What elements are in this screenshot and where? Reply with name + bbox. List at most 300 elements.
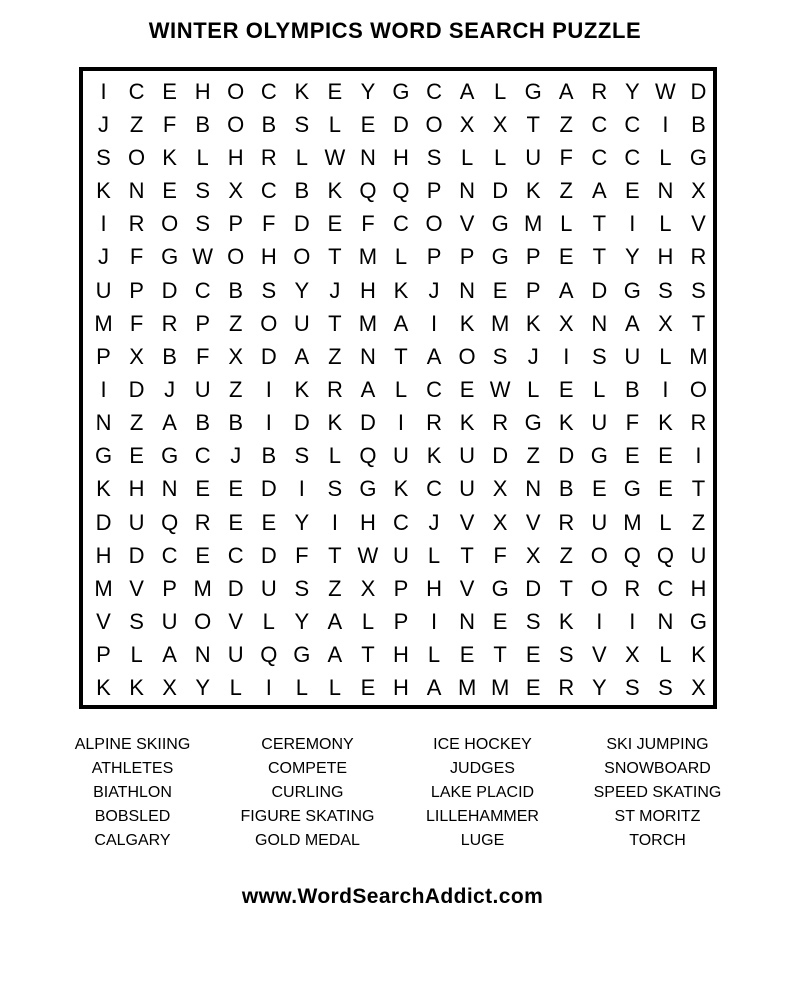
grid-cell: O <box>689 376 708 402</box>
grid-cell: K <box>327 410 343 436</box>
grid-cell: K <box>558 410 574 436</box>
grid-cell: Z <box>559 542 573 568</box>
grid-cell: A <box>558 78 574 104</box>
grid-cell: K <box>525 310 541 336</box>
grid-cell: Y <box>294 277 310 303</box>
grid-cell: O <box>458 343 476 369</box>
grid-cell: R <box>624 575 641 601</box>
grid-cell: Z <box>229 376 243 402</box>
grid-cell: V <box>459 211 475 237</box>
grid-cell: O <box>227 78 245 104</box>
grid-cell: D <box>260 343 277 369</box>
grid-cell: L <box>328 111 341 137</box>
grid-cell: E <box>195 476 211 502</box>
grid-cell: L <box>659 211 672 237</box>
grid-cell: X <box>691 178 706 204</box>
grid-cell: J <box>230 443 242 469</box>
grid-cell: E <box>162 78 177 104</box>
grid-cell: T <box>691 476 706 502</box>
grid-cell: J <box>428 509 440 535</box>
grid-cell: W <box>357 542 379 568</box>
grid-cell: E <box>525 675 541 701</box>
word-list-item: LAKE PLACID <box>430 784 535 801</box>
grid-cell: L <box>361 609 375 635</box>
grid-cell: F <box>295 542 309 568</box>
grid-cell: C <box>591 144 608 170</box>
grid-cell: L <box>394 244 408 270</box>
grid-cell: U <box>128 509 145 535</box>
grid-cell: H <box>426 575 442 601</box>
grid-cell: Q <box>260 642 278 668</box>
grid-cell: E <box>492 609 508 635</box>
grid-cell: U <box>393 443 409 469</box>
grid-cell: C <box>194 443 211 469</box>
grid-cell: V <box>691 211 706 237</box>
grid-cell: X <box>525 542 541 568</box>
grid-cell: L <box>494 78 507 104</box>
grid-cell: O <box>128 144 146 170</box>
grid-cell: S <box>195 211 211 237</box>
grid-cell: J <box>98 111 110 137</box>
grid-cell: M <box>193 575 212 601</box>
grid-cell: M <box>94 310 113 336</box>
grid-cell: S <box>129 609 144 635</box>
grid-cell: V <box>228 609 244 635</box>
grid-cell: S <box>96 144 111 170</box>
grid-cell: D <box>359 410 376 436</box>
grid-cell: A <box>162 410 177 436</box>
grid-cell: L <box>427 642 441 668</box>
grid-cell: P <box>393 609 409 635</box>
word-list-item: SPEED SKATING <box>593 784 722 801</box>
word-list <box>45 733 745 853</box>
grid-cell: D <box>393 111 409 137</box>
word-list-column <box>45 733 220 853</box>
word-list-item: SKI JUMPING <box>606 736 709 753</box>
word-list-item: BOBSLED <box>94 808 171 825</box>
grid-cell: P <box>195 310 211 336</box>
grid-cell: R <box>326 376 343 402</box>
grid-cell: X <box>492 476 508 502</box>
grid-cell: S <box>658 277 673 303</box>
grid-cell: K <box>327 178 343 204</box>
grid-cell: Y <box>195 675 211 701</box>
grid-cell: B <box>228 277 244 303</box>
grid-cell: D <box>492 178 509 204</box>
grid-cell: P <box>393 575 409 601</box>
grid-cell: L <box>659 343 672 369</box>
grid-cell: I <box>397 410 405 436</box>
grid-cell: W <box>489 376 511 402</box>
grid-cell: C <box>426 476 442 502</box>
grid-cell: C <box>393 509 409 535</box>
grid-cell: A <box>591 178 607 204</box>
grid-cell: D <box>128 376 145 402</box>
grid-cell: U <box>624 343 641 369</box>
grid-cell: G <box>161 244 179 270</box>
word-list-item: GOLD MEDAL <box>255 832 360 849</box>
grid-cell: O <box>194 609 212 635</box>
grid-cell: C <box>128 78 145 104</box>
grid-cell: I <box>100 376 107 402</box>
grid-cell: G <box>623 277 641 303</box>
grid-cell: J <box>428 277 440 303</box>
puzzle-title: WINTER OLYMPICS WORD SEARCH PUZZLE <box>148 18 642 43</box>
grid-cell: E <box>658 443 673 469</box>
grid-cell: Y <box>625 244 640 270</box>
grid-cell: G <box>689 144 708 170</box>
grid-cell: R <box>161 310 178 336</box>
grid-cell: E <box>658 476 673 502</box>
grid-cell: U <box>690 542 707 568</box>
grid-cell: L <box>262 609 275 635</box>
grid-cell: P <box>96 642 111 668</box>
grid-cell: U <box>459 443 476 469</box>
grid-cell: X <box>492 111 508 137</box>
grid-cell: G <box>491 211 509 237</box>
grid-cell: H <box>393 642 409 668</box>
grid-cell: D <box>128 542 145 568</box>
grid-cell: E <box>625 178 640 204</box>
grid-cell: T <box>460 542 474 568</box>
grid-cell: Y <box>294 609 310 635</box>
grid-cell: K <box>294 376 310 402</box>
grid-cell: P <box>426 244 442 270</box>
grid-cell: P <box>459 244 475 270</box>
grid-cell: O <box>590 575 608 601</box>
grid-cell: S <box>591 343 607 369</box>
grid-cell: Z <box>328 343 342 369</box>
grid-cell: V <box>525 509 541 535</box>
grid-cell: I <box>662 376 669 402</box>
grid-cell: D <box>690 78 707 104</box>
grid-cell: E <box>459 376 475 402</box>
grid-cell: N <box>525 476 542 502</box>
grid-cell: O <box>590 542 608 568</box>
grid-cell: Q <box>161 509 179 535</box>
grid-cell: X <box>162 675 177 701</box>
grid-cell: I <box>662 111 669 137</box>
grid-cell: K <box>96 675 111 701</box>
grid-cell: A <box>162 642 177 668</box>
grid-cell: I <box>629 211 636 237</box>
grid-cell: V <box>459 575 475 601</box>
grid-cell: S <box>294 443 310 469</box>
grid-cell: K <box>658 410 673 436</box>
grid-cell: C <box>624 111 641 137</box>
grid-cell: H <box>690 575 707 601</box>
grid-cell: M <box>457 675 477 701</box>
grid-cell: E <box>327 211 343 237</box>
grid-cell: T <box>328 244 342 270</box>
grid-cell: U <box>293 310 310 336</box>
grid-cell: S <box>691 277 706 303</box>
grid-cell: E <box>162 178 177 204</box>
grid-cell: F <box>195 343 210 369</box>
grid-cell: E <box>558 244 574 270</box>
grid-cell: S <box>195 178 211 204</box>
grid-cell: K <box>96 476 111 502</box>
grid-cell: O <box>161 211 179 237</box>
grid-cell: E <box>261 509 277 535</box>
grid-cell: V <box>129 575 144 601</box>
grid-cell: E <box>195 542 211 568</box>
grid-cell: Q <box>656 542 674 568</box>
grid-cell: O <box>227 244 245 270</box>
grid-cell: R <box>591 78 608 104</box>
grid-cell: S <box>294 111 310 137</box>
grid-cell: X <box>360 575 376 601</box>
grid-cell: H <box>260 244 277 270</box>
grid-cell: D <box>260 476 277 502</box>
grid-cell: F <box>361 211 375 237</box>
grid-cell: G <box>524 410 542 436</box>
grid-cell: L <box>659 144 672 170</box>
word-list-item: ATHLETES <box>91 760 174 777</box>
grid-cell: X <box>625 642 640 668</box>
grid-cell: R <box>558 675 575 701</box>
grid-cell: A <box>294 343 310 369</box>
grid-cell: A <box>393 310 409 336</box>
grid-cell: N <box>591 310 608 336</box>
grid-cell: M <box>358 310 378 336</box>
grid-cell: H <box>657 244 674 270</box>
grid-cell: Q <box>623 542 641 568</box>
grid-cell: S <box>426 144 442 170</box>
grid-cell: X <box>228 178 244 204</box>
grid-cell: K <box>525 178 541 204</box>
grid-cell: H <box>359 509 376 535</box>
grid-cell: F <box>129 244 144 270</box>
grid-cell: U <box>194 376 211 402</box>
grid-cell: B <box>195 410 211 436</box>
grid-cell: F <box>559 144 573 170</box>
grid-cell: H <box>95 542 112 568</box>
grid-cell: I <box>100 78 107 104</box>
footer-url: www.WordSearchAddict.com <box>241 885 544 908</box>
grid-cell: M <box>358 244 378 270</box>
grid-cell: P <box>129 277 144 303</box>
word-list-item: LILLEHAMMER <box>426 808 539 825</box>
grid-cell: R <box>426 410 442 436</box>
grid-cell: N <box>359 144 376 170</box>
grid-cell: E <box>360 675 376 701</box>
grid-cell: W <box>324 144 346 170</box>
grid-cell: F <box>129 310 144 336</box>
grid-cell: Q <box>359 443 377 469</box>
grid-cell: Z <box>129 410 144 436</box>
grid-cell: R <box>194 509 211 535</box>
grid-cell: K <box>162 144 177 170</box>
grid-cell: S <box>558 642 574 668</box>
grid-cell: N <box>459 277 476 303</box>
grid-cell: Y <box>294 509 310 535</box>
grid-cell: P <box>228 211 244 237</box>
grid-cell: A <box>426 675 442 701</box>
grid-cell: E <box>327 78 343 104</box>
grid-cell: N <box>459 609 476 635</box>
grid-cell: Q <box>392 178 410 204</box>
grid-cell: K <box>129 675 144 701</box>
grid-cell: T <box>361 642 375 668</box>
grid-cell: G <box>293 642 311 668</box>
grid-cell: Y <box>360 78 376 104</box>
grid-cell: R <box>260 144 277 170</box>
grid-cell: N <box>95 410 112 436</box>
grid-cell: X <box>459 111 475 137</box>
grid-cell: F <box>162 111 177 137</box>
grid-cell: U <box>525 144 542 170</box>
grid-cell: S <box>625 675 640 701</box>
grid-cell: G <box>94 443 113 469</box>
grid-cell: E <box>558 376 574 402</box>
word-list-item: TORCH <box>629 832 686 849</box>
grid-cell: M <box>490 675 510 701</box>
grid-cell: L <box>196 144 209 170</box>
word-list-item: ST MORITZ <box>614 808 701 825</box>
grid-cell: E <box>525 642 541 668</box>
grid-cell: K <box>96 178 111 204</box>
grid-cell: A <box>558 277 574 303</box>
grid-cell: E <box>492 277 508 303</box>
grid-cell: I <box>596 609 603 635</box>
grid-cell: B <box>261 111 277 137</box>
grid-cell: A <box>327 642 343 668</box>
grid-cell: E <box>228 476 244 502</box>
grid-cell: G <box>359 476 377 502</box>
grid-cell: M <box>94 575 113 601</box>
grid-cell: L <box>527 376 540 402</box>
grid-cell: P <box>525 277 541 303</box>
grid-cell: S <box>294 575 310 601</box>
grid-cell: B <box>625 376 640 402</box>
grid-cell: Z <box>559 178 573 204</box>
grid-cell: B <box>294 178 310 204</box>
grid-cell: I <box>331 509 338 535</box>
grid-cell: V <box>96 609 111 635</box>
grid-cell: B <box>691 111 706 137</box>
word-list-item: CEREMONY <box>261 736 354 753</box>
grid-cell: I <box>695 443 702 469</box>
grid-cell: W <box>655 78 676 104</box>
grid-cell: T <box>328 310 342 336</box>
grid-cell: Q <box>359 178 377 204</box>
grid-cell: T <box>328 542 342 568</box>
grid-cell: U <box>227 642 244 668</box>
grid-cell: H <box>227 144 244 170</box>
grid-cell: K <box>426 443 442 469</box>
grid-cell: Z <box>129 111 144 137</box>
grid-cell: W <box>192 244 214 270</box>
grid-cell: L <box>494 144 507 170</box>
grid-cell: L <box>130 642 143 668</box>
grid-cell: G <box>590 443 608 469</box>
grid-cell: G <box>524 78 542 104</box>
grid-cell: Z <box>559 111 573 137</box>
grid-cell: F <box>625 410 640 436</box>
grid-cell: D <box>260 542 277 568</box>
grid-cell: L <box>427 542 441 568</box>
grid-cell: I <box>265 675 272 701</box>
grid-cell: L <box>394 376 408 402</box>
grid-cell: P <box>426 178 442 204</box>
grid-cell: C <box>624 144 641 170</box>
grid-cell: M <box>490 310 510 336</box>
grid-cell: M <box>524 211 543 237</box>
word-list-item: CALGARY <box>94 832 171 849</box>
grid-cell: C <box>194 277 211 303</box>
grid-cell: H <box>128 476 145 502</box>
grid-cell: L <box>229 675 242 701</box>
grid-cell: X <box>558 310 574 336</box>
grid-cell: A <box>360 376 376 402</box>
grid-cell: E <box>459 642 475 668</box>
word-list-column <box>220 733 395 853</box>
grid-cell: T <box>691 310 706 336</box>
grid-cell: J <box>98 244 110 270</box>
word-list-item: ALPINE SKIING <box>74 736 191 753</box>
grid-cell: T <box>526 111 540 137</box>
grid-cell: U <box>161 609 178 635</box>
grid-cell: J <box>527 343 539 369</box>
grid-cell: N <box>161 476 178 502</box>
letter-grid <box>87 75 715 705</box>
word-list-item: COMPETE <box>267 760 348 777</box>
grid-cell: C <box>393 211 409 237</box>
grid-cell: A <box>327 609 343 635</box>
grid-cell: B <box>228 410 244 436</box>
grid-cell: K <box>459 310 475 336</box>
grid-cell: D <box>525 575 542 601</box>
grid-cell: P <box>525 244 541 270</box>
grid-cell: V <box>459 509 475 535</box>
grid-cell: S <box>525 609 541 635</box>
grid-cell: U <box>591 509 608 535</box>
grid-cell: R <box>690 244 707 270</box>
grid-cell: H <box>393 144 409 170</box>
grid-cell: T <box>592 244 607 270</box>
grid-cell: F <box>262 211 276 237</box>
grid-cell: K <box>459 410 475 436</box>
grid-cell: A <box>625 310 640 336</box>
grid-cell: O <box>227 111 245 137</box>
grid-cell: C <box>260 78 277 104</box>
grid-cell: L <box>460 144 474 170</box>
grid-cell: G <box>623 476 641 502</box>
grid-cell: X <box>228 343 244 369</box>
grid-cell: K <box>558 609 574 635</box>
grid-cell: N <box>128 178 145 204</box>
grid-cell: G <box>689 609 708 635</box>
grid-cell: I <box>298 476 305 502</box>
grid-cell: D <box>293 211 310 237</box>
grid-cell: M <box>623 509 642 535</box>
grid-cell: D <box>227 575 244 601</box>
grid-cell: N <box>657 178 674 204</box>
grid-cell: R <box>558 509 575 535</box>
grid-cell: O <box>425 111 443 137</box>
grid-cell: U <box>459 476 476 502</box>
grid-cell: E <box>129 443 144 469</box>
grid-cell: S <box>658 675 673 701</box>
grid-cell: D <box>161 277 178 303</box>
grid-cell: H <box>393 675 409 701</box>
grid-cell: C <box>260 178 277 204</box>
grid-cell: G <box>491 244 509 270</box>
letter-grid-frame <box>79 67 717 709</box>
grid-cell: D <box>591 277 608 303</box>
grid-cell: T <box>493 642 507 668</box>
